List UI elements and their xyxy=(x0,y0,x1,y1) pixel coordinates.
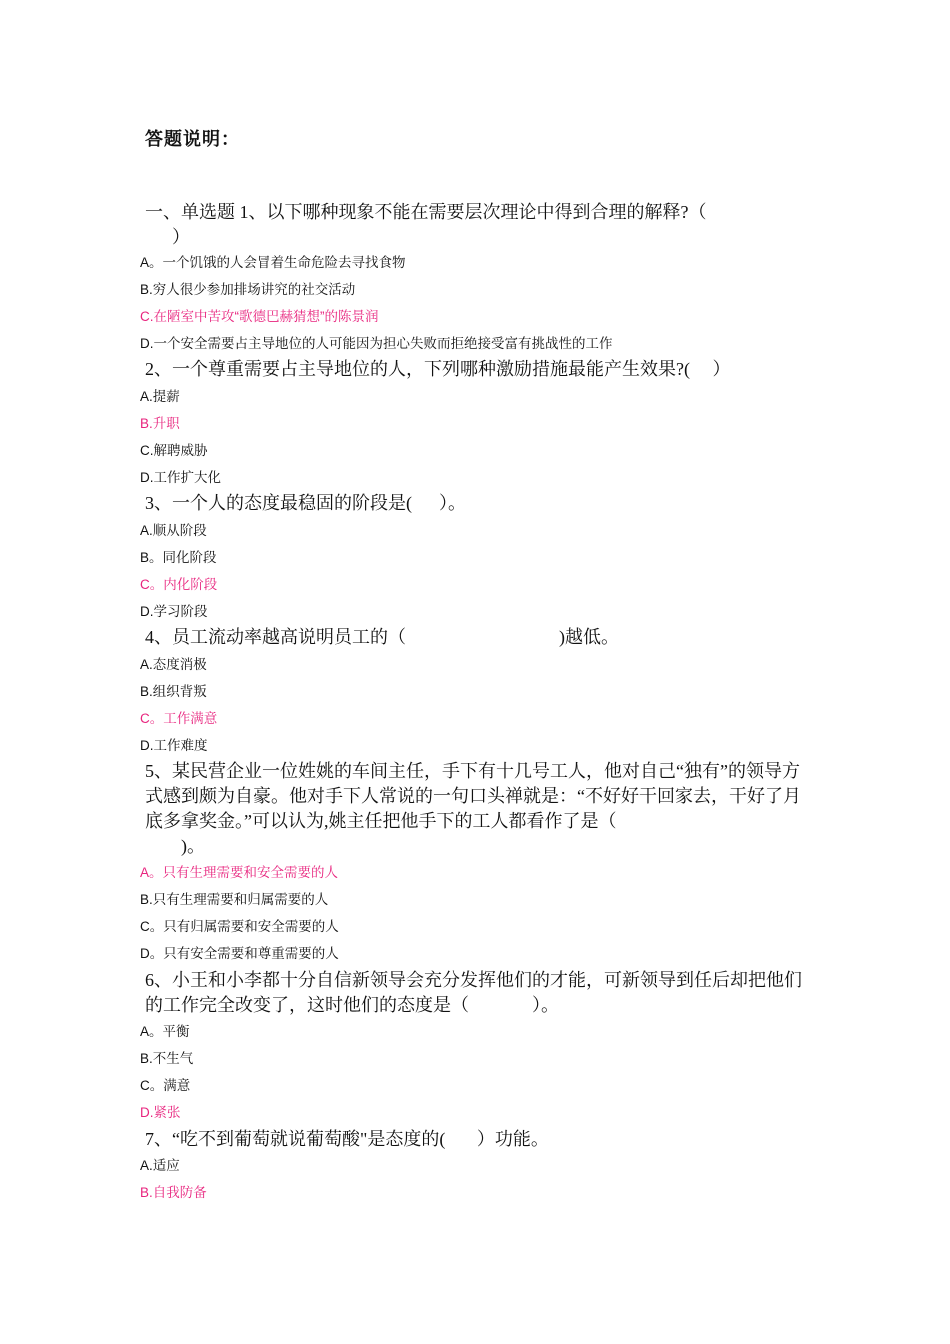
question-3-option-b: B。同化阶段 xyxy=(140,550,217,565)
question-2-option-b-answer: B.升职 xyxy=(140,416,180,431)
question-6-option-b: B.不生气 xyxy=(140,1051,194,1066)
question-6-option-c: C。满意 xyxy=(140,1078,191,1093)
question-5-option-d: D。只有安全需要和尊重需要的人 xyxy=(140,946,339,961)
question-6-option-a: A。平衡 xyxy=(140,1024,190,1039)
question-5-option-b: B.只有生理需要和归属需要的人 xyxy=(140,892,329,907)
question-1-option-d: D.一个安全需要占主导地位的人可能因为担心失败而拒绝接受富有挑战性的工作 xyxy=(140,336,613,351)
question-2-option-d: D.工作扩大化 xyxy=(140,470,221,485)
question-1-option-a: A。一个饥饿的人会冒着生命危险去寻找食物 xyxy=(140,255,406,270)
question-4: 4、员工流动率越高说明员工的（ )越低。 xyxy=(145,627,619,647)
question-2-option-a: A.提薪 xyxy=(140,389,180,404)
question-4-option-c-answer: C。工作满意 xyxy=(140,711,218,726)
question-5-option-a-answer: A。只有生理需要和安全需要的人 xyxy=(140,865,339,880)
question-4-option-b: B.组织背叛 xyxy=(140,684,207,699)
question-3-option-c-answer: C。内化阶段 xyxy=(140,577,218,592)
question-5: 5、某民营企业一位姓姚的车间主任，手下有十几号工人，他对自己“独有”的领导方式感到颇为自豪。他对手下人常说的一句口头禅就是：“不好好干回家去，干好了月底多拿奖金。”可以认为,姚主任把他手下的工人都看作了是（ )。 xyxy=(145,761,801,856)
question-6-option-d-answer: D.紧张 xyxy=(140,1105,181,1120)
question-7-option-a: A.适应 xyxy=(140,1158,180,1173)
question-4-option-a: A.态度消极 xyxy=(140,657,207,672)
question-3-option-d: D.学习阶段 xyxy=(140,604,208,619)
question-2-option-c: C.解聘威胁 xyxy=(140,443,208,458)
question-2: 2、一个尊重需要占主导地位的人，下列哪种激励措施最能产生效果?( ） xyxy=(145,359,731,379)
question-6: 6、小王和小李都十分自信新领导会充分发挥他们的才能，可新领导到任后却把他们的工作完全改变了，这时他们的态度是（ ）。 xyxy=(145,970,802,1015)
question-3-option-a: A.顺从阶段 xyxy=(140,523,207,538)
question-4-option-d: D.工作难度 xyxy=(140,738,208,753)
question-1-option-c-answer: C.在陋室中苦攻“歌德巴赫猜想”的陈景润 xyxy=(140,309,379,324)
question-3: 3、一个人的态度最稳固的阶段是( ）。 xyxy=(145,493,466,513)
question-1-option-b: B.穷人很少参加排场讲究的社交活动 xyxy=(140,282,356,297)
page-title: 答题说明： xyxy=(145,129,240,149)
question-1: 一、单选题 1、以下哪种现象不能在需要层次理论中得到合理的解释?（ ） xyxy=(145,202,707,247)
question-7: 7、“吃不到葡萄就说葡萄酸"是态度的( ）功能。 xyxy=(145,1129,549,1149)
question-7-option-b-answer: B.自我防备 xyxy=(140,1185,207,1200)
question-5-option-c: C。只有归属需要和安全需要的人 xyxy=(140,919,339,934)
